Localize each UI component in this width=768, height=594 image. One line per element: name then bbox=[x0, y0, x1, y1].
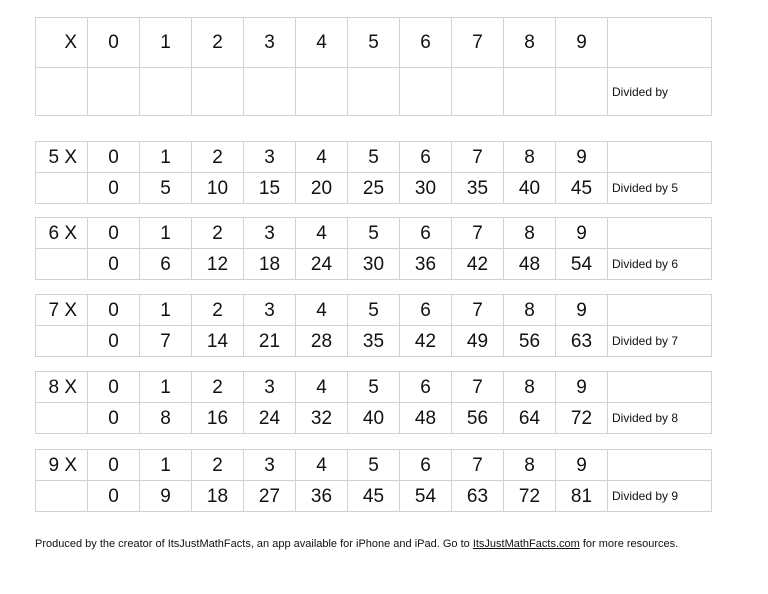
answer-cell bbox=[504, 68, 556, 116]
number-cell: 0 bbox=[88, 218, 140, 249]
number-cell: 6 bbox=[400, 372, 452, 403]
table-row bbox=[36, 326, 712, 357]
number-cell: 1 bbox=[140, 450, 192, 481]
product-cell: 0 bbox=[88, 173, 140, 204]
answer-cell bbox=[88, 68, 140, 116]
number-cell: 0 bbox=[88, 18, 140, 68]
empty-cell bbox=[608, 218, 712, 249]
blank-multiplication-table bbox=[35, 17, 712, 116]
product-cell: 32 bbox=[296, 403, 348, 434]
footer-text bbox=[35, 538, 678, 550]
table-header-cell: 5 X bbox=[36, 142, 88, 173]
product-cell: 9 bbox=[140, 481, 192, 512]
empty-cell bbox=[608, 18, 712, 68]
website-link[interactable]: ItsJustMathFacts.com bbox=[472, 538, 580, 550]
product-cell: 40 bbox=[348, 403, 400, 434]
product-cell: 42 bbox=[452, 249, 504, 280]
product-cell: 10 bbox=[192, 173, 244, 204]
number-cell: 9 bbox=[556, 142, 608, 173]
product-cell: 0 bbox=[88, 403, 140, 434]
number-cell: 3 bbox=[244, 18, 296, 68]
empty-cell bbox=[36, 326, 88, 357]
product-cell: 45 bbox=[348, 481, 400, 512]
number-cell: 5 bbox=[348, 450, 400, 481]
product-cell: 8 bbox=[140, 403, 192, 434]
number-cell: 6 bbox=[400, 450, 452, 481]
number-cell: 4 bbox=[296, 450, 348, 481]
table-row bbox=[36, 403, 712, 434]
number-cell: 8 bbox=[504, 295, 556, 326]
table-row bbox=[36, 142, 712, 173]
answer-cell bbox=[400, 68, 452, 116]
number-cell: 0 bbox=[88, 295, 140, 326]
table-row bbox=[36, 218, 712, 249]
divided-by-label: Divided by bbox=[608, 68, 712, 116]
answer-cell bbox=[244, 68, 296, 116]
number-cell: 7 bbox=[452, 450, 504, 481]
number-cell: 9 bbox=[556, 295, 608, 326]
number-cell: 3 bbox=[244, 372, 296, 403]
number-cell: 7 bbox=[452, 218, 504, 249]
product-cell: 54 bbox=[400, 481, 452, 512]
number-cell: 0 bbox=[88, 450, 140, 481]
number-cell: 8 bbox=[504, 372, 556, 403]
product-cell: 27 bbox=[244, 481, 296, 512]
product-cell: 14 bbox=[192, 326, 244, 357]
number-cell: 4 bbox=[296, 372, 348, 403]
product-cell: 15 bbox=[244, 173, 296, 204]
times-table-9 bbox=[35, 449, 712, 512]
number-cell: 1 bbox=[140, 372, 192, 403]
product-cell: 56 bbox=[504, 326, 556, 357]
number-cell: 4 bbox=[296, 142, 348, 173]
product-cell: 42 bbox=[400, 326, 452, 357]
number-cell: 2 bbox=[192, 218, 244, 249]
number-cell: 9 bbox=[556, 218, 608, 249]
number-cell: 2 bbox=[192, 18, 244, 68]
number-cell: 1 bbox=[140, 18, 192, 68]
number-cell: 5 bbox=[348, 218, 400, 249]
footer-before: Produced by the creator of ItsJustMathFacts, an app available for iPhone and iPad. Go to bbox=[35, 538, 473, 550]
divided-by-label: Divided by 6 bbox=[608, 249, 712, 280]
product-cell: 63 bbox=[452, 481, 504, 512]
times-table-5 bbox=[35, 141, 712, 204]
number-cell: 2 bbox=[192, 372, 244, 403]
number-cell: 2 bbox=[192, 142, 244, 173]
number-cell: 1 bbox=[140, 218, 192, 249]
answer-cell bbox=[296, 68, 348, 116]
number-cell: 9 bbox=[556, 18, 608, 68]
table-row bbox=[36, 481, 712, 512]
number-cell: 9 bbox=[556, 372, 608, 403]
number-cell: 7 bbox=[452, 372, 504, 403]
product-cell: 54 bbox=[556, 249, 608, 280]
number-cell: 6 bbox=[400, 18, 452, 68]
product-cell: 72 bbox=[556, 403, 608, 434]
number-cell: 5 bbox=[348, 372, 400, 403]
product-cell: 36 bbox=[400, 249, 452, 280]
product-cell: 48 bbox=[504, 249, 556, 280]
product-cell: 5 bbox=[140, 173, 192, 204]
empty-cell bbox=[608, 295, 712, 326]
number-cell: 8 bbox=[504, 142, 556, 173]
table-row bbox=[36, 372, 712, 403]
table-header-cell: 9 X bbox=[36, 450, 88, 481]
table-row bbox=[36, 68, 712, 116]
empty-cell bbox=[608, 372, 712, 403]
table-header-cell: 6 X bbox=[36, 218, 88, 249]
number-cell: 7 bbox=[452, 142, 504, 173]
product-cell: 7 bbox=[140, 326, 192, 357]
table-header-cell: 8 X bbox=[36, 372, 88, 403]
empty-cell bbox=[36, 68, 88, 116]
product-cell: 30 bbox=[400, 173, 452, 204]
product-cell: 48 bbox=[400, 403, 452, 434]
product-cell: 28 bbox=[296, 326, 348, 357]
number-cell: 3 bbox=[244, 142, 296, 173]
table-row bbox=[36, 173, 712, 204]
number-cell: 8 bbox=[504, 218, 556, 249]
product-cell: 45 bbox=[556, 173, 608, 204]
table-header-cell: X bbox=[36, 18, 88, 68]
divided-by-label: Divided by 8 bbox=[608, 403, 712, 434]
number-cell: 1 bbox=[140, 142, 192, 173]
empty-cell bbox=[36, 403, 88, 434]
number-cell: 0 bbox=[88, 142, 140, 173]
number-cell: 2 bbox=[192, 450, 244, 481]
product-cell: 81 bbox=[556, 481, 608, 512]
number-cell: 5 bbox=[348, 295, 400, 326]
number-cell: 6 bbox=[400, 218, 452, 249]
product-cell: 49 bbox=[452, 326, 504, 357]
number-cell: 5 bbox=[348, 18, 400, 68]
product-cell: 24 bbox=[296, 249, 348, 280]
empty-cell bbox=[608, 450, 712, 481]
number-cell: 6 bbox=[400, 142, 452, 173]
product-cell: 21 bbox=[244, 326, 296, 357]
product-cell: 12 bbox=[192, 249, 244, 280]
table-header-cell: 7 X bbox=[36, 295, 88, 326]
answer-cell bbox=[556, 68, 608, 116]
number-cell: 3 bbox=[244, 218, 296, 249]
number-cell: 8 bbox=[504, 18, 556, 68]
divided-by-label: Divided by 7 bbox=[608, 326, 712, 357]
product-cell: 20 bbox=[296, 173, 348, 204]
answer-cell bbox=[192, 68, 244, 116]
divided-by-label: Divided by 5 bbox=[608, 173, 712, 204]
number-cell: 2 bbox=[192, 295, 244, 326]
number-cell: 5 bbox=[348, 142, 400, 173]
number-cell: 6 bbox=[400, 295, 452, 326]
empty-cell bbox=[36, 173, 88, 204]
times-table-6 bbox=[35, 217, 712, 280]
table-row bbox=[36, 18, 712, 68]
number-cell: 3 bbox=[244, 295, 296, 326]
product-cell: 36 bbox=[296, 481, 348, 512]
product-cell: 0 bbox=[88, 481, 140, 512]
table-row bbox=[36, 450, 712, 481]
number-cell: 4 bbox=[296, 295, 348, 326]
empty-cell bbox=[36, 481, 88, 512]
empty-cell bbox=[608, 142, 712, 173]
table-row bbox=[36, 295, 712, 326]
number-cell: 9 bbox=[556, 450, 608, 481]
number-cell: 7 bbox=[452, 18, 504, 68]
answer-cell bbox=[452, 68, 504, 116]
number-cell: 1 bbox=[140, 295, 192, 326]
number-cell: 0 bbox=[88, 372, 140, 403]
divided-by-label: Divided by 9 bbox=[608, 481, 712, 512]
number-cell: 4 bbox=[296, 18, 348, 68]
product-cell: 40 bbox=[504, 173, 556, 204]
number-cell: 7 bbox=[452, 295, 504, 326]
product-cell: 18 bbox=[244, 249, 296, 280]
product-cell: 25 bbox=[348, 173, 400, 204]
product-cell: 72 bbox=[504, 481, 556, 512]
times-table-8 bbox=[35, 371, 712, 434]
number-cell: 8 bbox=[504, 450, 556, 481]
product-cell: 0 bbox=[88, 326, 140, 357]
product-cell: 16 bbox=[192, 403, 244, 434]
product-cell: 6 bbox=[140, 249, 192, 280]
product-cell: 18 bbox=[192, 481, 244, 512]
product-cell: 64 bbox=[504, 403, 556, 434]
product-cell: 35 bbox=[348, 326, 400, 357]
product-cell: 35 bbox=[452, 173, 504, 204]
answer-cell bbox=[348, 68, 400, 116]
product-cell: 24 bbox=[244, 403, 296, 434]
times-table-7 bbox=[35, 294, 712, 357]
empty-cell bbox=[36, 249, 88, 280]
number-cell: 3 bbox=[244, 450, 296, 481]
footer-after: for more resources. bbox=[579, 538, 679, 550]
product-cell: 30 bbox=[348, 249, 400, 280]
product-cell: 63 bbox=[556, 326, 608, 357]
number-cell: 4 bbox=[296, 218, 348, 249]
answer-cell bbox=[140, 68, 192, 116]
product-cell: 56 bbox=[452, 403, 504, 434]
product-cell: 0 bbox=[88, 249, 140, 280]
table-row bbox=[36, 249, 712, 280]
